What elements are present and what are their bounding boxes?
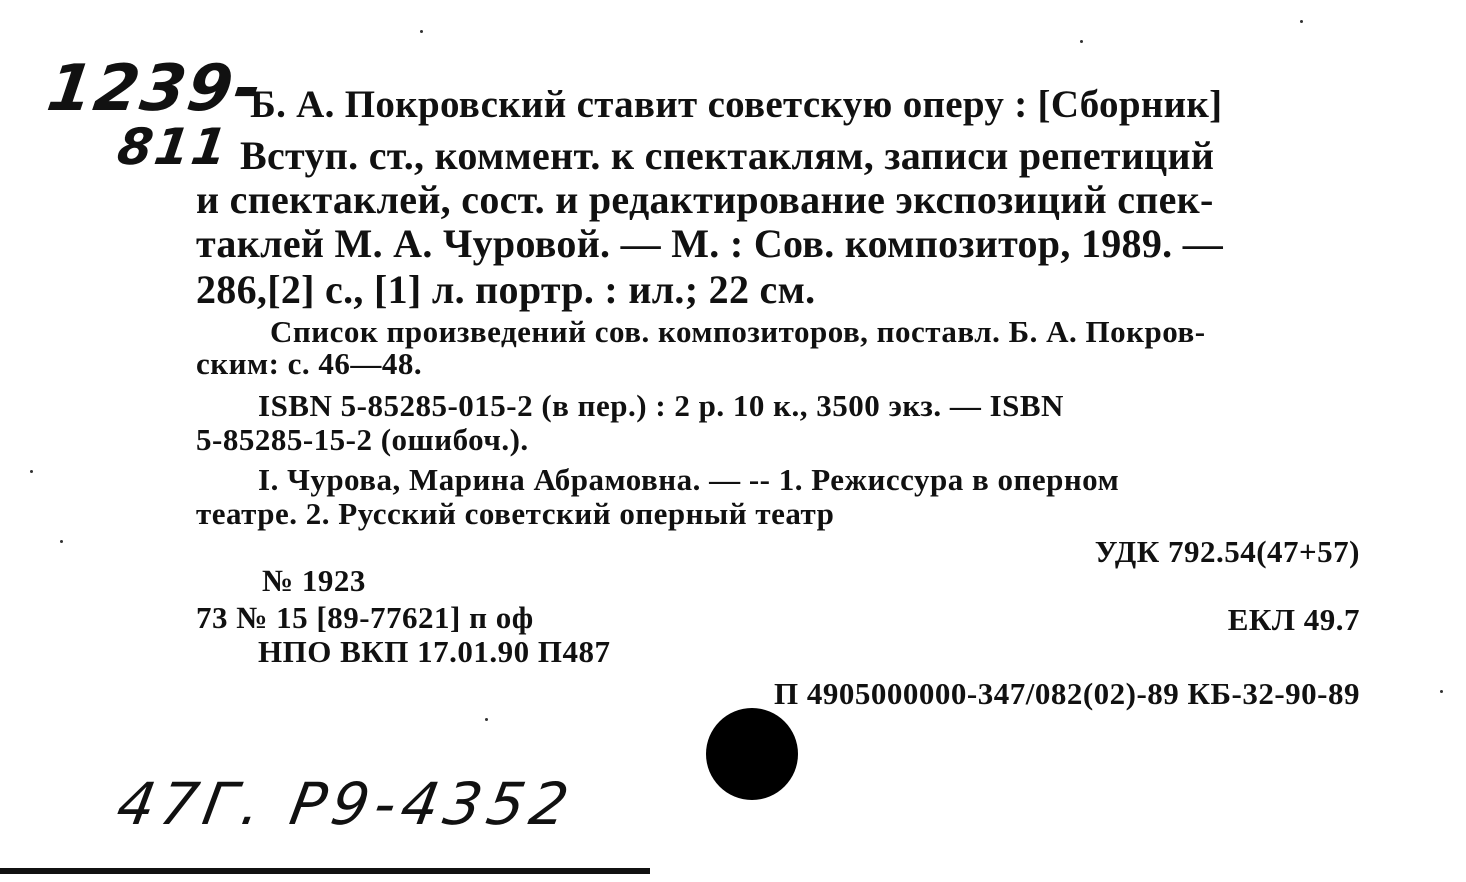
- handwritten-shelf-mark: 47Г. Р9-4352: [112, 770, 580, 838]
- note-line-1: Список произведений сов. композиторов, поставл. Б. А. Покров-: [270, 314, 1206, 349]
- subject-line-2: театре. 2. Русский советский оперный театр: [196, 496, 835, 531]
- entry-line-2: Вступ. ст., коммент. к спектаклям, записи репетиций: [240, 133, 1215, 178]
- publisher-code-1: 73 № 15 [89-77621] п оф: [196, 600, 534, 635]
- catalog-code: П 4905000000-347/082(02)-89 КБ-32-90-89: [774, 676, 1360, 711]
- udk-code: УДК 792.54(47+57): [1094, 534, 1360, 569]
- ekl-code: ЕКЛ 49.7: [1227, 602, 1360, 637]
- punch-hole: [706, 708, 798, 800]
- speck: [60, 540, 63, 543]
- speck: [1300, 20, 1303, 23]
- subject-line-1: I. Чурова, Марина Абрамовна. — -- 1. Режиссура в оперном: [258, 462, 1120, 497]
- note-line-2: ским: с. 46—48.: [196, 346, 423, 381]
- bottom-edge-line: [0, 868, 650, 874]
- card-number: № 1923: [262, 563, 366, 598]
- isbn-line-1: ISBN 5-85285-015-2 (в пер.) : 2 р. 10 к., 3500 экз. — ISBN: [258, 388, 1064, 423]
- speck: [1440, 690, 1443, 693]
- entry-line-4: таклей М. А. Чуровой. — М. : Сов. композитор, 1989. —: [196, 221, 1224, 266]
- handwritten-entry-number: 1239-: [42, 52, 268, 126]
- handwritten-sub-number: 811: [113, 118, 233, 176]
- entry-line-3: и спектаклей, сост. и редактирование экспозиций спек-: [196, 177, 1214, 222]
- speck: [485, 718, 488, 721]
- publisher-code-2: НПО ВКП 17.01.90 П487: [258, 634, 611, 669]
- speck: [30, 470, 33, 473]
- speck: [420, 30, 423, 33]
- entry-line-5: 286,[2] с., [1] л. портр. : ил.; 22 см.: [196, 267, 816, 312]
- speck: [1080, 40, 1083, 43]
- isbn-line-2: 5-85285-15-2 (ошибоч.).: [196, 422, 529, 457]
- title-line: Б. А. Покровский ставит советскую оперу : [Сборник]: [250, 83, 1223, 126]
